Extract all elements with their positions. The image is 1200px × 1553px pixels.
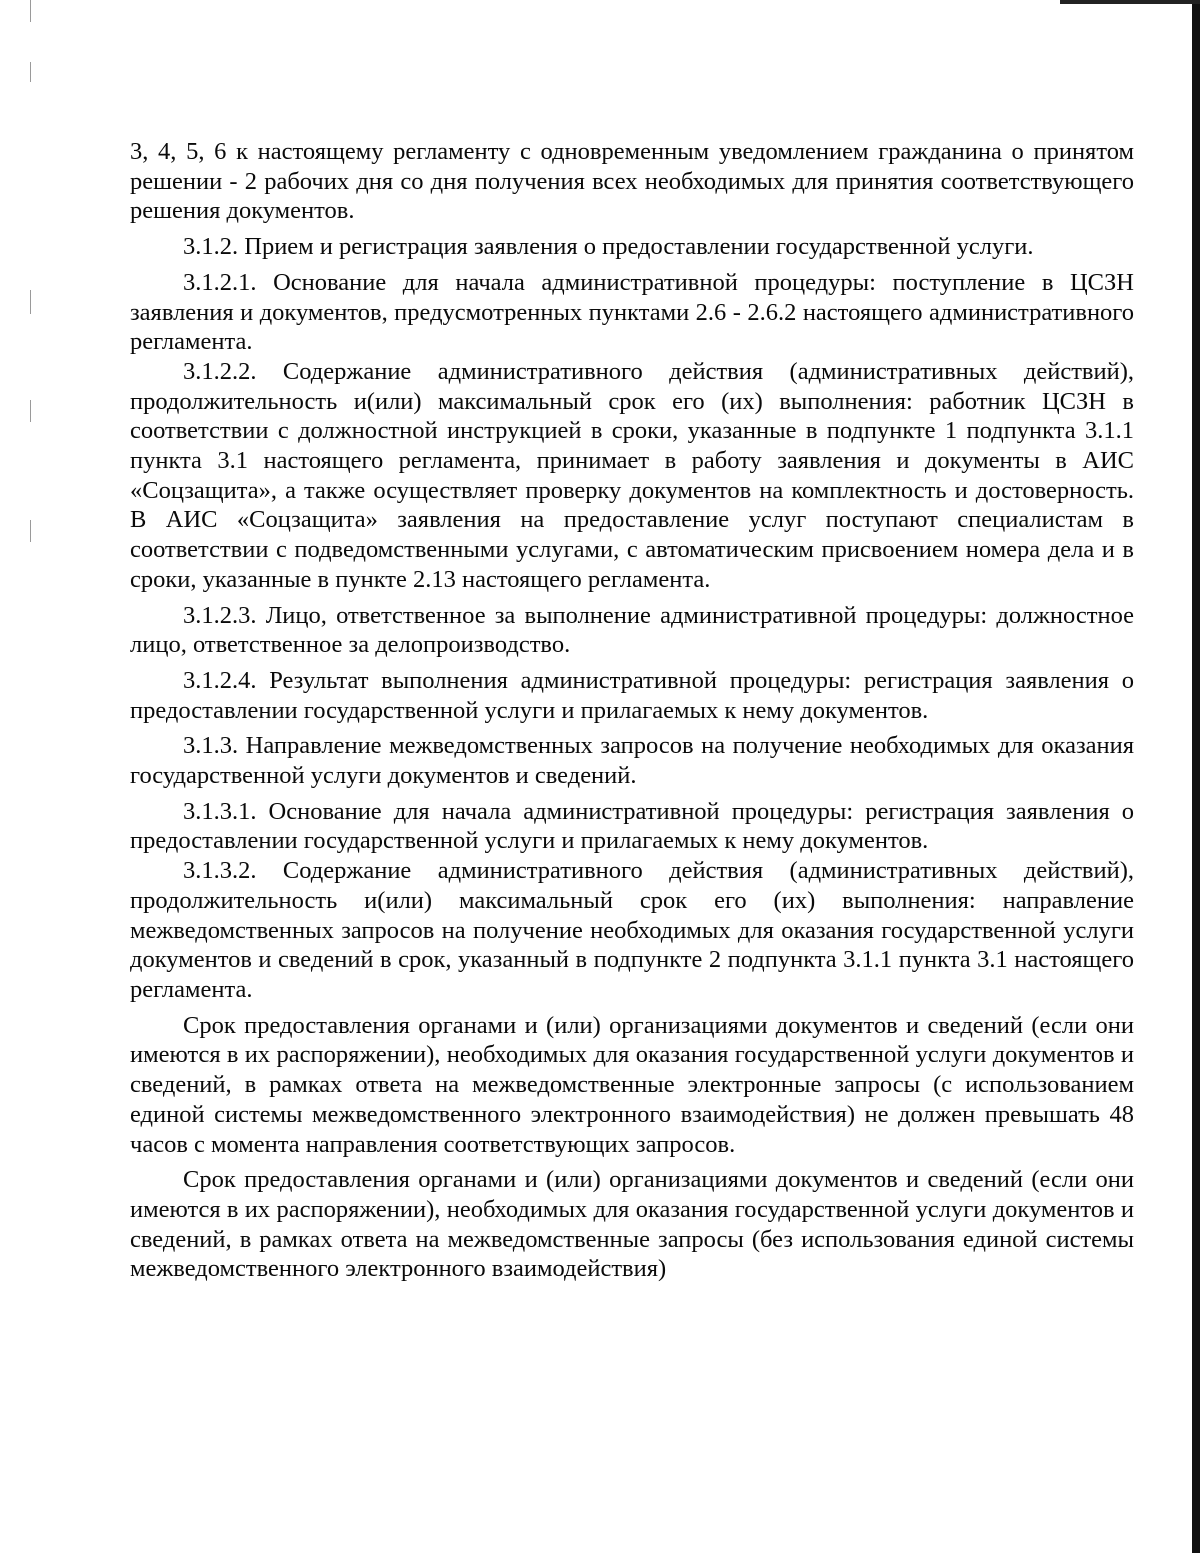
document-body <box>130 137 1134 1284</box>
scan-mark <box>30 520 31 542</box>
paragraph: 3.1.2. Прием и регистрация заявления о предоставлении государственной услуги. <box>183 233 1034 261</box>
paragraph: 3.1.3.2. Содержание административного действия (административных действий), продолжительность и(или) максимальный срок его (их) выполнения: направление межведомственных запросов на получение необходимых для оказания государственной услуги документов и сведений в срок, указанный в подпункте 2 подпункта 3.1.1 пункта 3.1 настоящего регламента. <box>130 857 1134 1003</box>
paragraph: Срок предоставления органами и (или) организациями документов и сведений (если они имеются в их распоряжении), необходимых для оказания государственной услуги документов и сведений, в рамках ответа на межведомственные запросы (без использования единой системы межведомственного электронного взаимодействия) <box>130 1166 1134 1283</box>
paragraph: 3.1.2.1. Основание для начала административной процедуры: поступление в ЦСЗН заявления и документов, предусмотренных пунктами 2.6 - 2.6.2 настоящего административного регламента. <box>130 268 1134 356</box>
paragraph: 3, 4, 5, 6 к настоящему регламенту с одновременным уведомлением гражданина о принятом решении - 2 рабочих дня со дня получения всех необходимых для принятия соответствующего решения документов. <box>130 138 1134 225</box>
scan-border-top <box>1060 0 1200 4</box>
paragraph: Срок предоставления органами и (или) организациями документов и сведений (если они имеются в их распоряжении), необходимых для оказания государственной услуги документов и сведений, в рамках ответа на межведомственные электронные запросы (с использованием единой системы межведомственного электронного взаимодействия) не должен превышать 48 часов с момента направления соответствующих запросов. <box>130 1011 1134 1158</box>
paragraph: 3.1.3. Направление межведомственных запросов на получение необходимых для оказания государственной услуги документов и сведений. <box>130 732 1134 790</box>
scan-mark <box>30 400 31 422</box>
scan-mark <box>30 0 31 22</box>
scan-mark <box>30 62 31 82</box>
paragraph: 3.1.2.4. Результат выполнения административной процедуры: регистрация заявления о предоставлении государственной услуги и прилагаемых к нему документов. <box>130 666 1134 724</box>
paragraph: 3.1.3.1. Основание для начала административной процедуры: регистрация заявления о предоставлении государственной услуги и прилагаемых к нему документов. <box>130 797 1134 855</box>
scan-border-right <box>1192 0 1200 1553</box>
paragraph: 3.1.2.3. Лицо, ответственное за выполнение административной процедуры: должностное лицо, ответственное за делопроизводство. <box>130 601 1134 659</box>
scan-mark <box>30 290 31 314</box>
paragraph: 3.1.2.2. Содержание административного действия (административных действий), продолжительность и(или) максимальный срок его (их) выполнения: работник ЦСЗН в соответствии с должностной инструкцией в сроки, указанные в подпункте 1 подпункта 3.1.1 пункта 3.1 настоящего регламента, принимает в работу заявления и документы в АИС «Соцзащита», а также осуществляет проверку документов на комплектность и достоверность. В АИС «Соцзащита» заявления на предоставление услуг поступают специалистам в соответствии с подведомственными услугами, с автоматическим присвоением номера дела и в сроки, указанные в пункте 2.13 настоящего регламента. <box>130 357 1134 593</box>
